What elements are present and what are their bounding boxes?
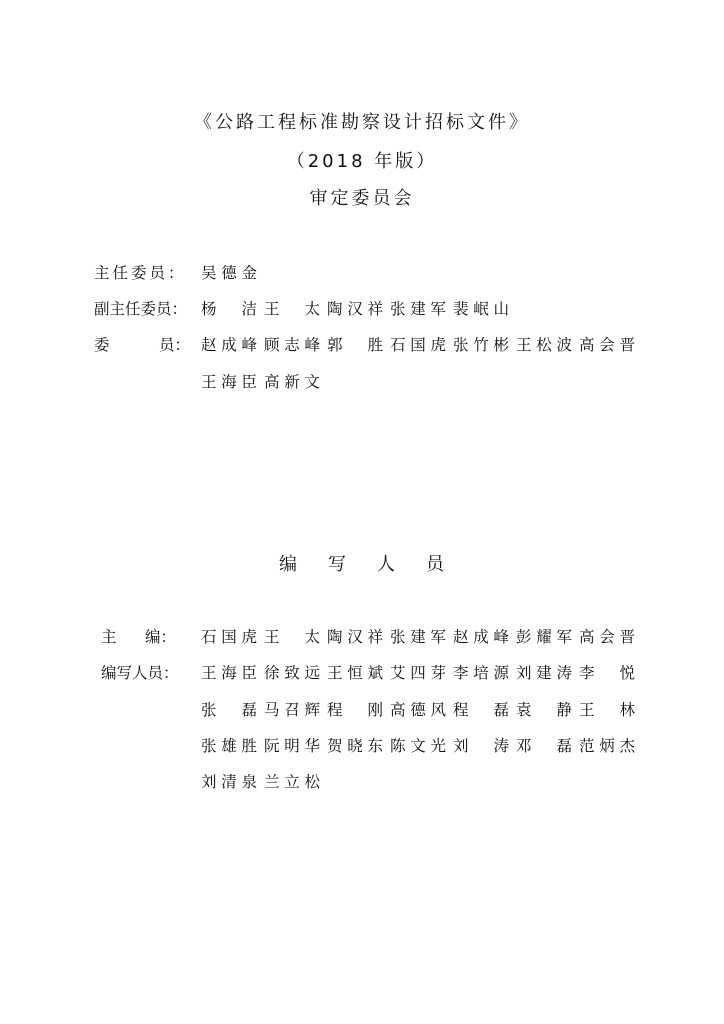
person-name: 赵成峰 [201, 336, 257, 354]
vice-chair-label: 副主任委员： [94, 300, 188, 318]
person-name: 张竹彬 [453, 336, 509, 354]
person-name: 陶汉祥 [327, 628, 383, 646]
writers-heading-char: 编 [279, 554, 298, 575]
person-name: 马召辉 [264, 701, 320, 719]
person-name: 李培源 [453, 664, 509, 682]
person-name: 高会晋 [579, 336, 635, 354]
chief-editor-label-first: 主 [101, 628, 117, 646]
person-name: 刘建涛 [516, 664, 572, 682]
chief-editor-names [201, 625, 641, 647]
writers-heading-char: 写 [328, 554, 347, 575]
person-name: 赵成峰 [453, 628, 509, 646]
members-names-continued [201, 370, 641, 392]
person-name: 贺晓东 [327, 737, 383, 755]
person-name: 顾志峰 [264, 336, 320, 354]
chief-editor-label-second: 编： [145, 628, 177, 646]
person-name: 兰立松 [264, 773, 320, 791]
person-name: 高会晋 [579, 628, 635, 646]
document-title: 《公路工程标准勘察设计招标文件》 [194, 112, 530, 133]
edition-subtitle: （2018 年版） [286, 151, 438, 172]
person-name: 陶汉祥 [327, 300, 383, 318]
members-label-second: 员： [159, 336, 191, 354]
person-name: 高德风 [390, 701, 446, 719]
person-name: 王松波 [516, 336, 572, 354]
person-name: 阮明华 [264, 737, 320, 755]
members-names [201, 333, 641, 355]
writers-names-4 [201, 770, 641, 792]
person-name: 高新文 [264, 373, 320, 391]
person-name: 王恒斌 [327, 664, 383, 682]
person-name: 徐致远 [264, 664, 320, 682]
person-name: 刘 涛 [453, 737, 509, 755]
person-name: 王海臣 [201, 373, 257, 391]
person-name: 石国虎 [201, 628, 257, 646]
writers-names-2 [201, 698, 641, 720]
chair-names [201, 261, 641, 283]
person-name: 王 林 [579, 701, 635, 719]
writers-heading-char: 员 [426, 554, 445, 575]
person-name: 王 太 [264, 628, 320, 646]
person-name: 彭耀军 [516, 628, 572, 646]
person-name: 范炳杰 [579, 737, 635, 755]
person-name: 程 刚 [327, 701, 383, 719]
person-name: 艾四芽 [390, 664, 446, 682]
person-name: 杨 洁 [201, 300, 257, 318]
person-name: 袁 静 [516, 701, 572, 719]
writers-heading [0, 550, 724, 576]
writers-names-1 [201, 661, 641, 683]
writers-label: 编写人员： [101, 664, 179, 682]
person-name: 程 磊 [453, 701, 509, 719]
writers-heading-char: 人 [377, 554, 396, 575]
person-name: 张建军 [390, 628, 446, 646]
person-name: 郭 胜 [327, 336, 383, 354]
vice-chair-names [201, 297, 641, 319]
person-name: 邓 磊 [516, 737, 572, 755]
person-name: 刘清泉 [201, 773, 257, 791]
person-name: 张 磊 [201, 701, 257, 719]
person-name: 李 悦 [579, 664, 635, 682]
person-name: 张建军 [390, 300, 446, 318]
members-label-first: 委 [94, 336, 110, 354]
person-name: 王海臣 [201, 664, 257, 682]
writers-names-3 [201, 734, 641, 756]
person-name: 陈文光 [390, 737, 446, 755]
person-name: 王 太 [264, 300, 320, 318]
person-name: 吴德金 [201, 264, 257, 282]
committee-heading: 审定委员会 [309, 188, 415, 209]
chair-label: 主任委员： [94, 264, 187, 282]
person-name: 石国虎 [390, 336, 446, 354]
person-name: 裴岷山 [453, 300, 509, 318]
person-name: 张雄胜 [201, 737, 257, 755]
